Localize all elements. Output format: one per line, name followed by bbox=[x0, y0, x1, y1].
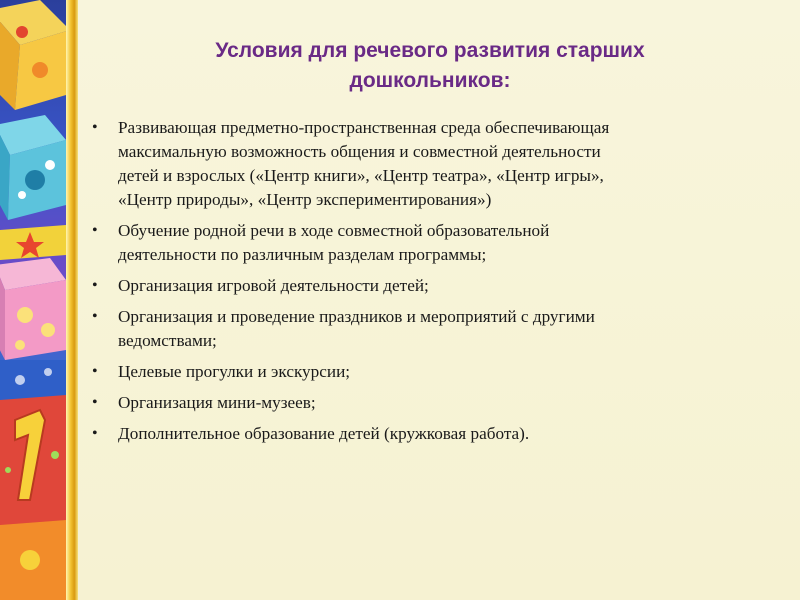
bullet-icon: • bbox=[92, 308, 98, 325]
bullet-icon: • bbox=[92, 425, 98, 442]
page-title bbox=[150, 36, 710, 96]
title-line-2: дошкольников: bbox=[349, 69, 511, 92]
item-line: детей и взрослых («Центр книги», «Центр театра», «Центр игры», bbox=[118, 166, 604, 185]
item-line: Дополнительное образование детей (кружковая работа). bbox=[118, 424, 530, 443]
list-item bbox=[90, 274, 760, 298]
list-item bbox=[90, 422, 760, 446]
item-line: Организация игровой деятельности детей; bbox=[118, 276, 429, 295]
item-line: Обучение родной речи в ходе совместной образовательной bbox=[118, 221, 550, 240]
title-line-1: Условия для речевого развития старших bbox=[215, 39, 645, 62]
list-item bbox=[90, 116, 760, 212]
item-line: «Центр природы», «Центр экспериментирования») bbox=[118, 190, 492, 209]
item-line: Организация и проведение праздников и мероприятий с другими bbox=[118, 307, 595, 326]
item-line: деятельности по различным разделам программы; bbox=[118, 245, 487, 264]
bullet-list bbox=[90, 116, 760, 453]
bullet-icon: • bbox=[92, 394, 98, 411]
bullet-icon: • bbox=[92, 222, 98, 239]
item-line: Целевые прогулки и экскурсии; bbox=[118, 362, 351, 381]
item-line: Организация мини-музеев; bbox=[118, 393, 316, 412]
gold-border bbox=[66, 0, 78, 600]
item-line: ведомствами; bbox=[118, 331, 217, 350]
bullet-icon: • bbox=[92, 119, 98, 136]
item-line: максимальную возможность общения и совместной деятельности bbox=[118, 142, 601, 161]
list-item bbox=[90, 360, 760, 384]
list-item bbox=[90, 391, 760, 415]
item-line: Развивающая предметно-пространственная среда обеспечивающая bbox=[118, 118, 610, 137]
list-item bbox=[90, 305, 760, 353]
bullet-icon: • bbox=[92, 363, 98, 380]
bullet-icon: • bbox=[92, 277, 98, 294]
list-item bbox=[90, 219, 760, 267]
